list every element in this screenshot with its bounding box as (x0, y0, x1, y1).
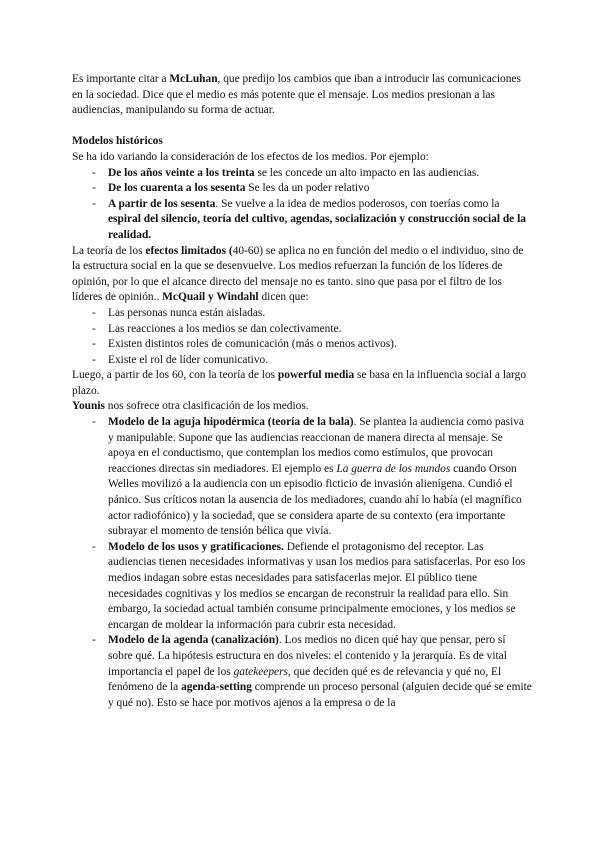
powerful-text-post: se basa en la influencia social a largo plazo. (72, 369, 527, 397)
item-text: Defiende el protagonismo del receptor. Las audiencias tienen necesidades informativas y usan los medios para satisfacerlas. Por eso los medios indagan sobre estas necesidades para satisfacerlas mejor. El público tiene necesidades cognitivas y los medios se encargan de reconstruir la realidad para ello. Sin embargo, la sociedad actual también consume principalmente emociones, y los medios se encargan de moldear la información para cubrir esta necesidad. (108, 540, 526, 631)
item-text: . Los medios no dicen qué hay que pensar, pero sí sobre qué. La hipótesis estructura en dos niveles: el contenido y la jerarquía. Es de vital importancia el papel de los (108, 634, 507, 678)
section-heading: Modelos históricos (72, 135, 163, 148)
item-bold: De los cuarenta a los sesenta (108, 182, 246, 195)
item-text: . Se vuelve a la idea de medios poderosos, con toerías como la (215, 197, 500, 210)
powerful-bold: powerful media (277, 369, 355, 382)
paragraph-gap (72, 119, 532, 135)
item-bold: Modelo de la agenda (canalización) (108, 634, 279, 647)
powerful-text: Luego, a partir de los 60, con la teoría de los (72, 369, 278, 382)
item-text: . Se plantea la audiencia como pasiva y manipulable. Supone que las audiencias reaccionan de manera directa al mensaje. Se apoya en el conductismo, que contemplan los medios como estímulos, que provocan reacciones directas sin mediadores. El ejemplo es (108, 416, 524, 475)
item-text: Se les da un poder relativo (245, 182, 370, 195)
limitados-paragraph (72, 244, 532, 306)
limitados-authors: McQuail y Windahl (162, 291, 259, 304)
younis-paragraph (72, 399, 532, 415)
list-item: - Existe el rol de líder comunicativo. (108, 353, 532, 369)
item-bold-agenda-setting: agenda-setting (181, 681, 252, 694)
list-item: - Las personas nunca están aisladas. (108, 306, 532, 322)
item-text-mid: , que deciden qué es de relevancia y qué no, El fenómeno de la (108, 665, 502, 694)
item-bold: Modelo de los usos y gratificaciones. (108, 540, 284, 553)
item-italic: La guerra de los mundos (336, 462, 451, 475)
historicos-lead: Se ha ido variando la consideración de los efectos de los medios. Por ejemplo: (72, 150, 429, 163)
list-item: - Existen distintos roles de comunicación (más o menos activos). (108, 337, 532, 353)
document-body (72, 72, 532, 711)
list-item (108, 415, 532, 540)
list-item (108, 197, 532, 244)
limitados-text: La teoría de los (72, 244, 146, 257)
younis-text: nos sofrece otra clasificación de los medios. (104, 400, 309, 413)
list-item (108, 181, 532, 197)
limitados-text-post: dicen que: (258, 291, 309, 304)
intro-bold-mcluhan: McLuhan (169, 73, 218, 85)
limitados-bold: efectos limitados ( (145, 244, 233, 257)
clasificacion-list (72, 415, 532, 711)
limitados-text-mid: 40-60) se aplica no en función del medio o el individuo, sino de la estructura social en la que se desenvuelve. Los medios refuerzan la función de los líderes de opinión, por lo que el alcance directo del mensaje no es tanto. sino que pasa por el filtro de los líderes de opinión.. (72, 244, 524, 304)
item-bold-theories: espiral del silencio, teoría del cultivo, agendas, socialización y construcción social de la realidad. (108, 213, 526, 241)
intro-paragraph (72, 72, 532, 119)
item-text-post: comprende un proceso personal (alguien decide qué se emite y qué no). Esto se hace por motivos ajenos a la empresa o de la (108, 681, 532, 709)
item-bold: Modelo de la aguja hipodérmica (teoría de la bala) (108, 416, 354, 429)
item-bold: De los años veinte a los treinta (108, 166, 255, 179)
list-item (108, 633, 532, 711)
limitados-list (72, 306, 532, 368)
intro-text-rest: , que predijo los cambios que iban a introducir las comunicaciones en la sociedad. Dice que el medio es más potente que el mensaje. Los medios presionan a las audiencias, manipulando su forma de actuar. (72, 73, 521, 117)
item-bold: A partir de los sesenta (108, 197, 216, 210)
list-item (108, 166, 532, 182)
list-item (108, 540, 532, 634)
item-text: se les concede un alto impacto en las audiencias. (254, 166, 480, 179)
list-item: - Las reacciones a los medios se dan colectivamente. (108, 322, 532, 338)
historicos-list (72, 166, 532, 244)
item-italic: gatekeepers (233, 665, 288, 678)
younis-bold: Younis (72, 400, 105, 413)
intro-text: Es importante citar a (72, 73, 170, 85)
powerful-paragraph (72, 368, 532, 399)
item-text-post: cuando Orson Welles movilizó a la audiencia con un episodio ficticio de invasión alienígena. Cundió el pánico. Sus críticos notan la ausencia de los mediadores, cuando ahí lo había (el magnífico actor radiofónico) y la sociedad, que se considera aparte de su contexto (era importante subrayar el momento de tensión bélica que vivía. (108, 462, 522, 538)
